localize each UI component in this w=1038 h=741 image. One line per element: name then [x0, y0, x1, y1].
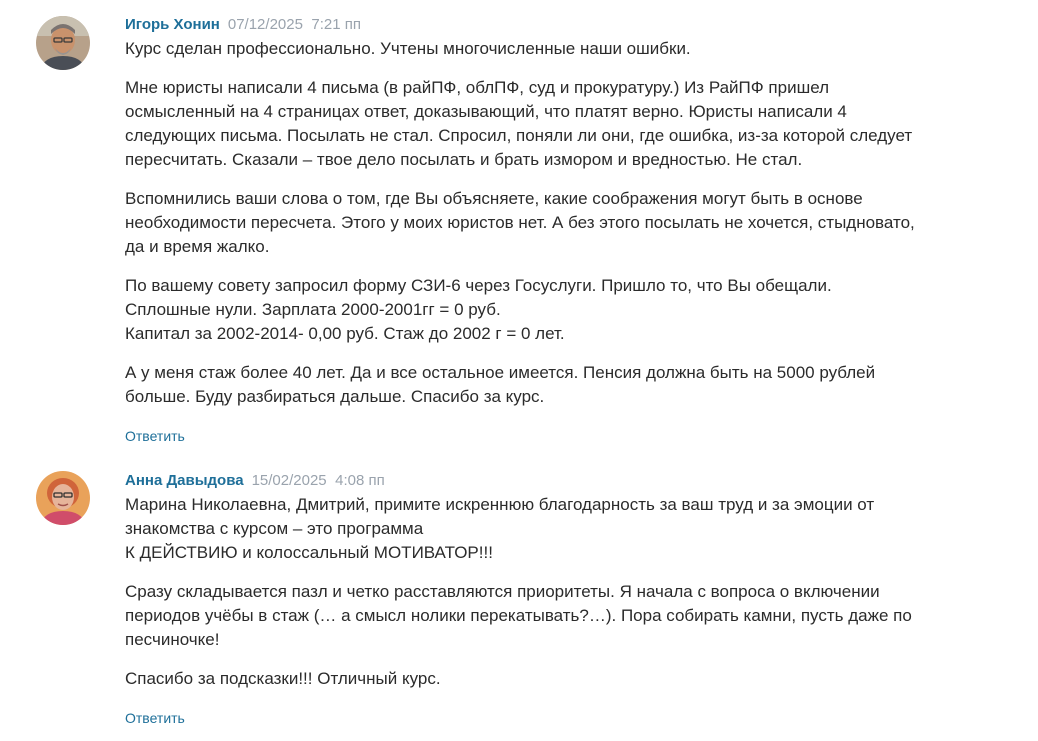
comment-date: 15/02/2025	[251, 472, 327, 489]
comment-paragraph: Сразу складывается пазл и четко расставляются приоритеты. Я начала с вопроса о включении периодов учёбы в стаж (… а смысл нолики перекатывать?…). Пора собирать камни, пусть даже по песчиночке!	[125, 582, 912, 649]
comment-text	[125, 493, 925, 691]
comment-author[interactable]: Анна Давыдова	[125, 472, 244, 489]
comment-body	[125, 469, 925, 728]
avatar-woman-photo-icon	[36, 471, 90, 525]
avatar[interactable]	[36, 16, 90, 70]
reply-link[interactable]: Ответить	[125, 710, 185, 726]
comment-paragraph: А у меня стаж более 40 лет. Да и все остальное имеется. Пенсия должна быть на 5000 рублей больше. Буду разбираться дальше. Спасибо за курс.	[125, 363, 876, 406]
comment-paragraph: По вашему совету запросил форму СЗИ-6 через Госуслуги. Пришло то, что Вы обещали. Сплошные нули. Зарплата 2000-2001гг = 0 руб. Капитал за 2002-2014- 0,00 руб. Стаж до 2002 г = 0 лет.	[125, 276, 832, 343]
comment-paragraph: Вспомнились ваши слова о том, где Вы объясняете, какие соображения могут быть в основе необходимости пересчета. Этого у моих юристов нет. А без этого посылать не хочется, стыдновато, да и время жалко.	[125, 189, 915, 256]
comment-meta	[125, 13, 925, 37]
comment-meta	[125, 469, 925, 493]
comment-paragraph: Марина Николаевна, Дмитрий, примите искреннюю благодарность за ваш труд и за эмоции от знакомства с курсом – это программа К ДЕЙСТВИЮ и колоссальный МОТИВАТОР!!!	[125, 495, 875, 562]
comment-text	[125, 37, 925, 409]
avatar-man-photo-icon	[36, 16, 90, 70]
comment-time: 7:21 пп	[311, 16, 361, 33]
comment-paragraph-text: Мне юристы написали 4 письма (в райПФ, облПФ, суд и прокуратуру.) Из РайПФ пришел осмысленный на 4 страницах ответ, доказывающий, что платят верно. Юристы написали 4 следующих письма. Посылать не стал. Спросил, поняли ли они, где ошибка, из-за которой следует пересчитать. Сказали – твое дело посылать и брать измором и вредностью. Не стал.	[125, 78, 913, 169]
avatar[interactable]	[36, 471, 90, 525]
comment-paragraph	[125, 76, 925, 172]
comment-date: 07/12/2025	[227, 16, 303, 33]
comment-body	[125, 13, 925, 446]
comment-paragraph: Курс сделан профессионально. Учтены многочисленные наши ошибки.	[125, 39, 691, 58]
comment-time: 4:08 пп	[335, 472, 385, 489]
comment-paragraph: Спасибо за подсказки!!! Отличный курс.	[125, 669, 441, 688]
comment-author[interactable]: Игорь Хонин	[125, 16, 220, 33]
reply-link[interactable]: Ответить	[125, 428, 185, 444]
